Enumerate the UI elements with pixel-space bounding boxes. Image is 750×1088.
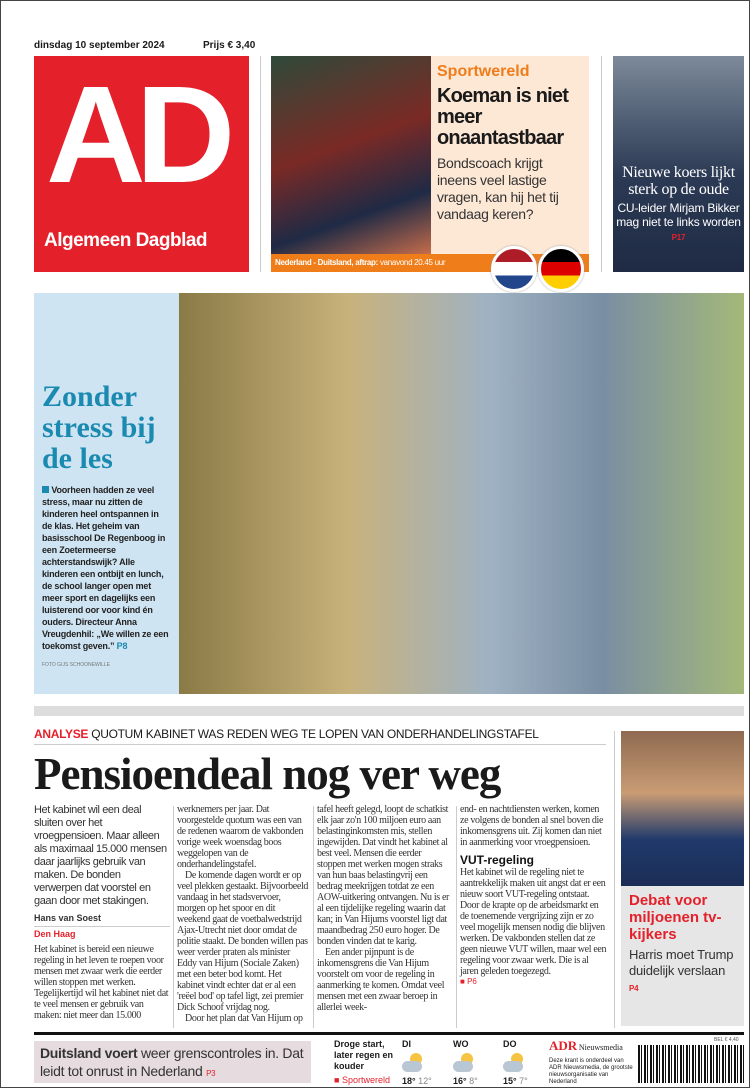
adr-name: Nieuwsmedia xyxy=(578,1043,623,1052)
feature-panel[interactable] xyxy=(34,293,179,694)
forecast-day xyxy=(453,1039,497,1087)
lead-headline[interactable]: Pensioendeal nog ver weg xyxy=(34,749,501,799)
koeman-photo xyxy=(271,56,431,254)
body-text: tafel heeft gelegd, loopt de schatkist elk jaar zo'n 100 miljoen euro aan belastinginkomsten mis, stellen ingewijden. Dat vindt het kabinet al best veel. Mensen die eerder stoppen met werken mogen straks van hun baas belastingvrij een bedrag meekrijgen totdat ze een AOW-uitkering ontvangen. Nu is er al een tijdelijke regeling waarin dat kan; in Van Hijums voorstel ligt dat maandbedrag 250 euro hoger. De bonden vinden dat te karig. xyxy=(317,804,450,947)
issue-date: dinsdag 10 september 2024 xyxy=(34,40,165,51)
divider xyxy=(34,706,744,716)
debate-text: Harris moet Trump duidelijk verslaan xyxy=(629,947,734,978)
temp-low: 8° xyxy=(469,1076,478,1086)
bullet-icon xyxy=(42,486,49,493)
feature-text: Voorheen hadden ze veel stress, maar nu zitten de kinderen heel ontspannen in de klas. Het geheim van basisschool De Regenboog in een Zoetermeerse achterstandswijk? Alle kinderen een ontbijt en lunch, de school langer open met meer sport en dagelijks een luisterend oor voor kind én ouders. Directeur Anna Vreugdenhil: „We willen ze een toekomst geven.” xyxy=(42,485,169,651)
debate-teaser[interactable] xyxy=(621,886,744,1026)
kicker-text: QUOTUM KABINET WAS REDEN WEG TE LOPEN VAN ONDERHANDELINGSTAFEL xyxy=(91,727,539,741)
analyse-label: ANALYSE xyxy=(34,727,89,741)
temp-high: 18° xyxy=(402,1076,416,1086)
logo-name: Algemeen Dagblad xyxy=(44,230,208,251)
feature-photo xyxy=(179,293,744,694)
sport-headline: Koeman is niet meer onaantastbaar xyxy=(437,85,569,149)
forecast-day xyxy=(402,1039,446,1087)
story-kicker xyxy=(34,727,606,745)
weather-text: Droge start, later regen en kouder xyxy=(334,1039,394,1071)
author: Hans van Soest xyxy=(34,913,170,927)
lead-intro: Het kabinet wil een deal sluiten over het vroegpensioen. Maar alleen als maximaal 15.000 mensen daar jaarlijks gebruik van maken. De bonden verwerpen dat voorstel en gaan door met stakingen. xyxy=(34,804,167,907)
feature-headline: Zonder stress bij de les xyxy=(42,380,156,475)
column-1 xyxy=(34,804,170,1021)
dateline: Den Haag xyxy=(34,929,76,939)
trump-photo xyxy=(621,731,744,886)
body-text: De komende dagen wordt er op veel plekken gestaakt. Bijvoorbeeld vandaag in het stadsvervoer, morgen op het spoor en dit weekend gaat de voetbalwedstrijd Ajax-Utrecht niet door omdat de politie staakt. De bonden willen pas weer verder praten als minister Eddy van Hijum (Sociale Zaken) met een beter bod komt. Het kabinet vindt echter dat er al een 'reëel bod' op tafel ligt, zei premier Dick Schoof vrijdag nog. xyxy=(177,870,309,1013)
barcode xyxy=(638,1045,744,1083)
page-ref: P8 xyxy=(116,641,128,651)
column-4: end- en nachtdiensten werken, komen ze volgens de bonden al snel boven die inkomensgrens uit. Zij komen dan niet in aanmerking voor vroegpensioen. VUT-regeling Het kabinet wil de regeling niet te aantrekkelijk maken uit angst dat er een nieuw soort VUT-regeling ontstaat. Door de krapte op de arbeidsmarkt en de toenemende vergrijzing zijn er zo veel mogelijk mensen nodig die blijven werken. De vakbonden stellen dat ze geen nieuwe VUT willen, maar wel een regeling voor zwaar werk. Die is al jaren geleden toegezegd. ■ P6 xyxy=(460,804,607,986)
sport-teaser[interactable] xyxy=(431,56,589,254)
bikker-headline: Nieuwe koers lijkt sterk op de oude xyxy=(622,164,735,198)
partly-cloudy-icon xyxy=(503,1053,525,1073)
sport-kicker: Sportwereld xyxy=(437,63,530,80)
divider xyxy=(260,56,261,272)
adr-text: Deze krant is onderdeel van ADR Nieuwsmedia, de grootste nieuwsorganisatie van Nederland xyxy=(549,1058,633,1085)
photo-credit: FOTO GIJS SCHOONEWILLE xyxy=(42,662,110,668)
body-text: Door het plan dat Van Hijum op xyxy=(185,1013,303,1024)
adr-info xyxy=(549,1039,635,1086)
german-flag-icon xyxy=(538,246,584,292)
divider xyxy=(614,731,615,1028)
temp-high: 15° xyxy=(503,1076,517,1086)
bikker-text: CU-leider Mirjam Bikker mag niet te links worden xyxy=(616,201,741,229)
match-time: vanavond 20.45 uur xyxy=(378,258,446,267)
masthead-logo[interactable] xyxy=(34,56,249,272)
issue-price: Prijs € 3,40 xyxy=(203,40,256,51)
divider xyxy=(34,1032,744,1035)
partly-cloudy-icon xyxy=(453,1053,475,1073)
match-teams: Nederland - Duitsland, aftrap: xyxy=(275,258,379,267)
page-ref: P3 xyxy=(206,1069,216,1078)
day-label: DI xyxy=(402,1039,411,1049)
column-3 xyxy=(317,804,452,1013)
column-2 xyxy=(177,804,310,1024)
adr-logo: ADR xyxy=(549,1038,578,1053)
day-label: DO xyxy=(503,1039,517,1049)
weather-summary: Droge start, later regen en kouder ■ Sportwereld xyxy=(334,1039,398,1086)
body-text: end- en nachtdiensten werken, komen ze volgens de bonden al snel boven die inkomensgrens uit. Zij komen dan niet in aanmerking voor vroegpensioen. xyxy=(460,804,604,848)
teaser-text: weer grenscontroles in. Dat leidt tot onrust in Nederland xyxy=(40,1045,304,1079)
page-ref: P6 xyxy=(467,977,477,986)
bikker-teaser[interactable] xyxy=(613,56,744,272)
body-text: Het kabinet wil de regeling niet te aantrekkelijk maken uit angst dat er een nieuw soort VUT-regeling ontstaat. Door de krapte op de arbeidsmarkt en de toenemende vergrijzing zijn er zo veel mogelijk mensen nodig die blijven werken. De vakbonden stellen dat ze geen nieuwe VUT willen, maar wel een regeling voor zwaar werk. Die is al jaren geleden toegezegd. xyxy=(460,867,607,977)
body-text: Het kabinet is bereid een nieuwe regeling in het leven te roepen voor mensen met zwaar werk die eerder willen stoppen met werken. Tegelijkertijd wil het kabinet niet dat te veel mensen er gebruik van maken: niet meer dan 15.000 xyxy=(34,944,169,1021)
temp-low: 7° xyxy=(519,1076,528,1086)
day-label: WO xyxy=(453,1039,469,1049)
divider xyxy=(456,806,457,1028)
dutch-flag-icon xyxy=(491,246,537,292)
teaser-bold: Duitsland voert xyxy=(40,1045,138,1061)
weather-ref: Sportwereld xyxy=(341,1075,390,1085)
partly-cloudy-icon xyxy=(402,1053,424,1073)
logo-ad: AD xyxy=(46,58,226,212)
page-ref: P17 xyxy=(671,233,686,242)
debate-headline: Debat voor miljoenen tv-kijkers xyxy=(629,892,722,943)
subheading: VUT-regeling xyxy=(460,853,535,867)
forecast-day xyxy=(503,1039,547,1087)
body-text: Een ander pijnpunt is de inkomensgrens die Van Hijum voorstelt om voor de regeling in aanmerking te komen. Omdat veel mensen met een zwaar beroep in allerlei week- xyxy=(317,947,445,1013)
border-control-teaser[interactable] xyxy=(34,1041,311,1083)
temp-high: 16° xyxy=(453,1076,467,1086)
temp-low: 12° xyxy=(418,1076,432,1086)
divider xyxy=(601,56,602,272)
page-ref: P4 xyxy=(629,984,639,993)
divider xyxy=(173,806,174,1028)
divider xyxy=(313,806,314,1028)
barcode-price: BEL € 4,40 xyxy=(714,1037,739,1043)
body-text: werknemers per jaar. Dat voorgestelde quotum was een van de redenen waarom de vakbonden vorige week woensdag boos weggelopen van de onderhandelingstafel. xyxy=(177,804,304,870)
sport-intro: Bondscoach krijgt ineens veel lastige vragen, kan hij het tij vandaag keren? xyxy=(437,155,559,222)
